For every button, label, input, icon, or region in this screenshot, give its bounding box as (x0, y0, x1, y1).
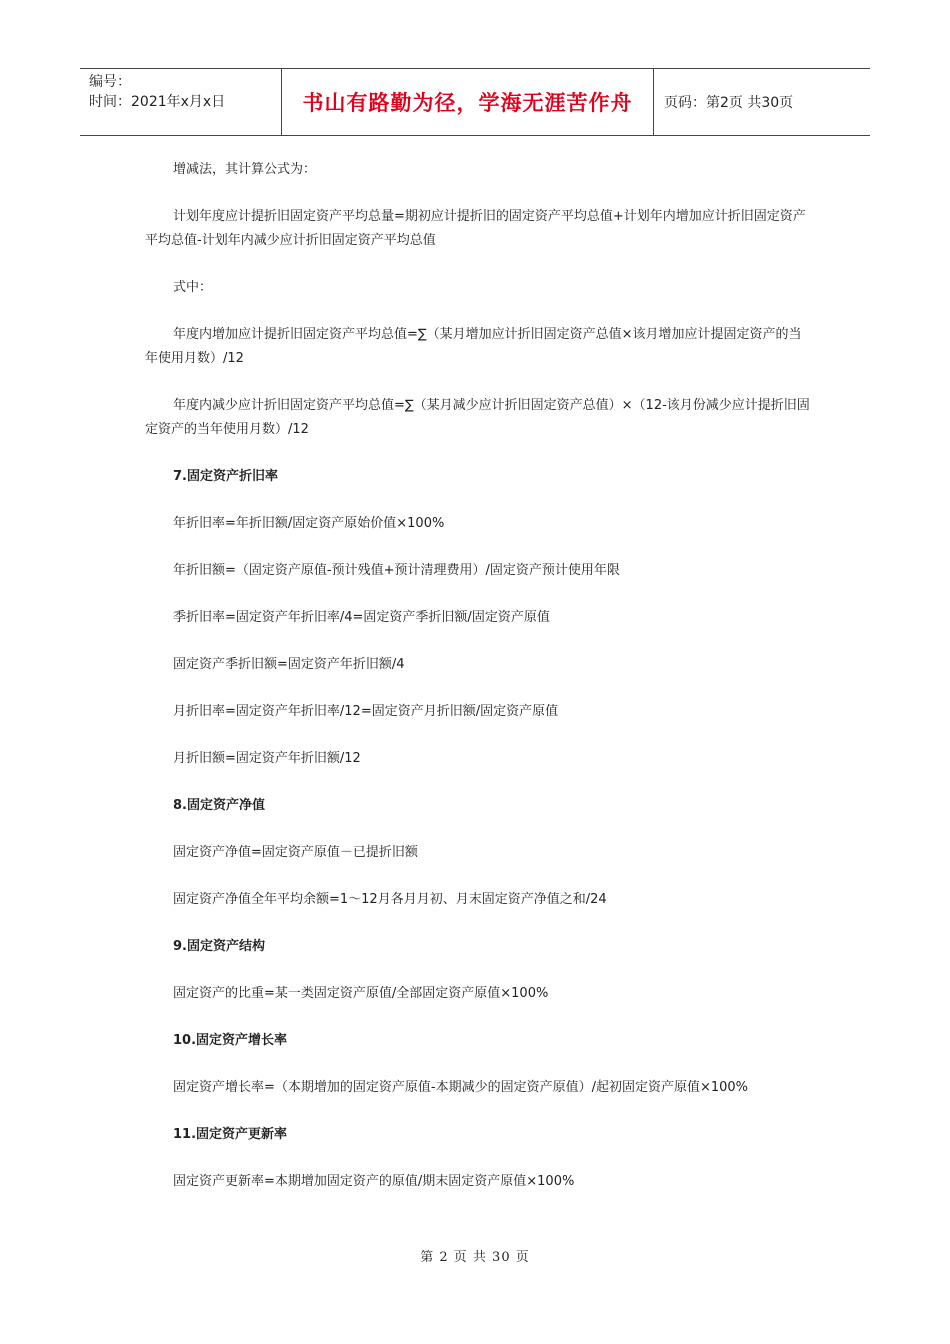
paragraph: 季折旧率=固定资产年折旧率/4=固定资产季折旧额/固定资产原值 (173, 610, 550, 625)
paragraph: 月折旧额=固定资产年折旧额/12 (173, 751, 361, 766)
section-heading: 10.固定资产增长率 (173, 1033, 288, 1048)
paragraph: 固定资产净值=固定资产原值－已提折旧额 (173, 845, 418, 860)
section-heading: 7.固定资产折旧率 (173, 469, 278, 484)
header-info-cell (80, 69, 282, 135)
page-header (80, 68, 870, 136)
header-page-cell (654, 69, 870, 135)
paragraph: 计划年度应计提折旧固定资产平均总量=期初应计提折旧的固定资产平均总值+计划年内增加应计折旧固定资产平均总值-计划年内减少应计折旧固定资产平均总值 (145, 209, 806, 248)
page-footer: 第 2 页 共 30 页 (420, 1250, 530, 1265)
time-label: 时间：2021年x月x日 (89, 94, 226, 110)
paragraph: 年度内增加应计提折旧固定资产平均总值=∑（某月增加应计折旧固定资产总值×该月增加应计提固定资产的当年使用月数）/12 (145, 327, 802, 366)
paragraph: 固定资产增长率=（本期增加的固定资产原值-本期减少的固定资产原值）/起初固定资产原值×100% (173, 1080, 749, 1095)
paragraph: 增减法，其计算公式为： (173, 162, 317, 177)
paragraph: 年折旧率=年折旧额/固定资产原始价值×100% (173, 516, 445, 531)
paragraph: 月折旧率=固定资产年折旧率/12=固定资产月折旧额/固定资产原值 (173, 704, 559, 719)
section-heading: 9.固定资产结构 (173, 939, 265, 954)
header-motto-cell (282, 69, 654, 135)
paragraph: 式中： (173, 280, 213, 295)
paragraph: 固定资产的比重=某一类固定资产原值/全部固定资产原值×100% (173, 986, 549, 1001)
paragraph: 固定资产更新率=本期增加固定资产的原值/期末固定资产原值×100% (173, 1174, 575, 1189)
paragraph: 年度内减少应计折旧固定资产平均总值=∑（某月减少应计折旧固定资产总值）×（12-该月份减少应计提折旧固定资产的当年使用月数）/12 (145, 398, 810, 437)
section-heading: 11.固定资产更新率 (173, 1127, 288, 1142)
paragraph: 固定资产季折旧额=固定资产年折旧额/4 (173, 657, 405, 672)
motto: 书山有路勤为径，学海无涯苦作舟 (302, 91, 633, 115)
page-label: 页码：第2页 共30页 (664, 95, 794, 111)
paragraph: 固定资产净值全年平均余额=1～12月各月月初、月末固定资产净值之和/24 (173, 892, 607, 907)
document-body (145, 158, 810, 1217)
section-heading: 8.固定资产净值 (173, 798, 265, 813)
paragraph: 年折旧额=（固定资产原值-预计残值+预计清理费用）/固定资产预计使用年限 (173, 563, 620, 578)
number-label: 编号： (89, 74, 131, 90)
